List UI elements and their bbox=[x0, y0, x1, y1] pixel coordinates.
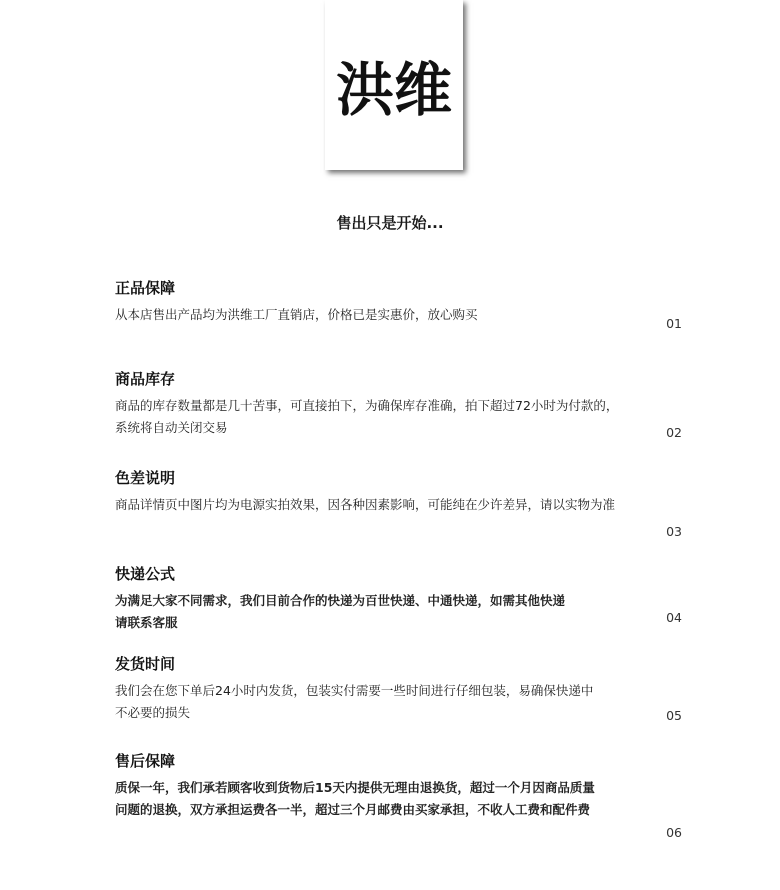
section-express bbox=[115, 564, 695, 634]
section-shipping-time bbox=[115, 654, 695, 724]
section-number: 01 bbox=[666, 316, 682, 331]
section-number: 02 bbox=[666, 425, 682, 440]
section-body bbox=[115, 494, 675, 516]
section-stock bbox=[115, 369, 695, 439]
section-title: 色差说明 bbox=[115, 469, 176, 487]
section-line: 质保一年，我们承若顾客收到货物后15天内提供无理由退换货，超过一个月因商品质量 bbox=[115, 780, 595, 795]
section-genuine-guarantee bbox=[115, 278, 695, 331]
section-line: 为满足大家不同需求，我们目前合作的快递为百世快递、中通快递，如需其他快递 bbox=[115, 593, 566, 608]
section-body bbox=[115, 395, 675, 439]
section-title: 商品库存 bbox=[115, 370, 176, 388]
section-body bbox=[115, 304, 675, 326]
section-title: 发货时间 bbox=[115, 655, 176, 673]
section-body bbox=[115, 680, 675, 724]
section-number: 04 bbox=[666, 610, 682, 625]
section-line: 不必要的损失 bbox=[115, 705, 191, 720]
section-line: 我们会在您下单后24小时内发货，包装实付需要一些时间进行仔细包装，易确保快递中 bbox=[115, 683, 594, 698]
section-title: 售后保障 bbox=[115, 752, 176, 770]
section-number: 03 bbox=[666, 524, 682, 539]
section-color-difference bbox=[115, 468, 695, 539]
section-title: 快递公式 bbox=[115, 565, 176, 583]
brand-logo: 洪维 bbox=[335, 56, 452, 124]
section-line: 系统将自动关闭交易 bbox=[115, 420, 228, 435]
section-body bbox=[115, 777, 675, 821]
section-title: 正品保障 bbox=[115, 279, 176, 297]
section-line: 请联系客服 bbox=[115, 615, 178, 630]
section-number: 06 bbox=[666, 825, 682, 840]
section-number: 05 bbox=[666, 708, 682, 723]
tagline: 售出只是开始... bbox=[336, 214, 444, 232]
logo-card bbox=[325, 0, 463, 170]
section-line: 商品的库存数量都是几十苦事，可直接拍下，为确保库存准确，拍下超过72小时为付款的， bbox=[115, 398, 619, 413]
section-line: 从本店售出产品均为洪维工厂直销店，价格已是实惠价，放心购买 bbox=[115, 307, 478, 322]
section-line: 商品详情页中图片均为电源实拍效果，因各种因素影响，可能纯在少许差异，请以实物为准 bbox=[115, 497, 616, 512]
section-line: 问题的退换，双方承担运费各一半，超过三个月邮费由买家承担，不收人工费和配件费 bbox=[115, 802, 591, 817]
section-body bbox=[115, 590, 675, 634]
section-after-sales bbox=[115, 751, 695, 840]
